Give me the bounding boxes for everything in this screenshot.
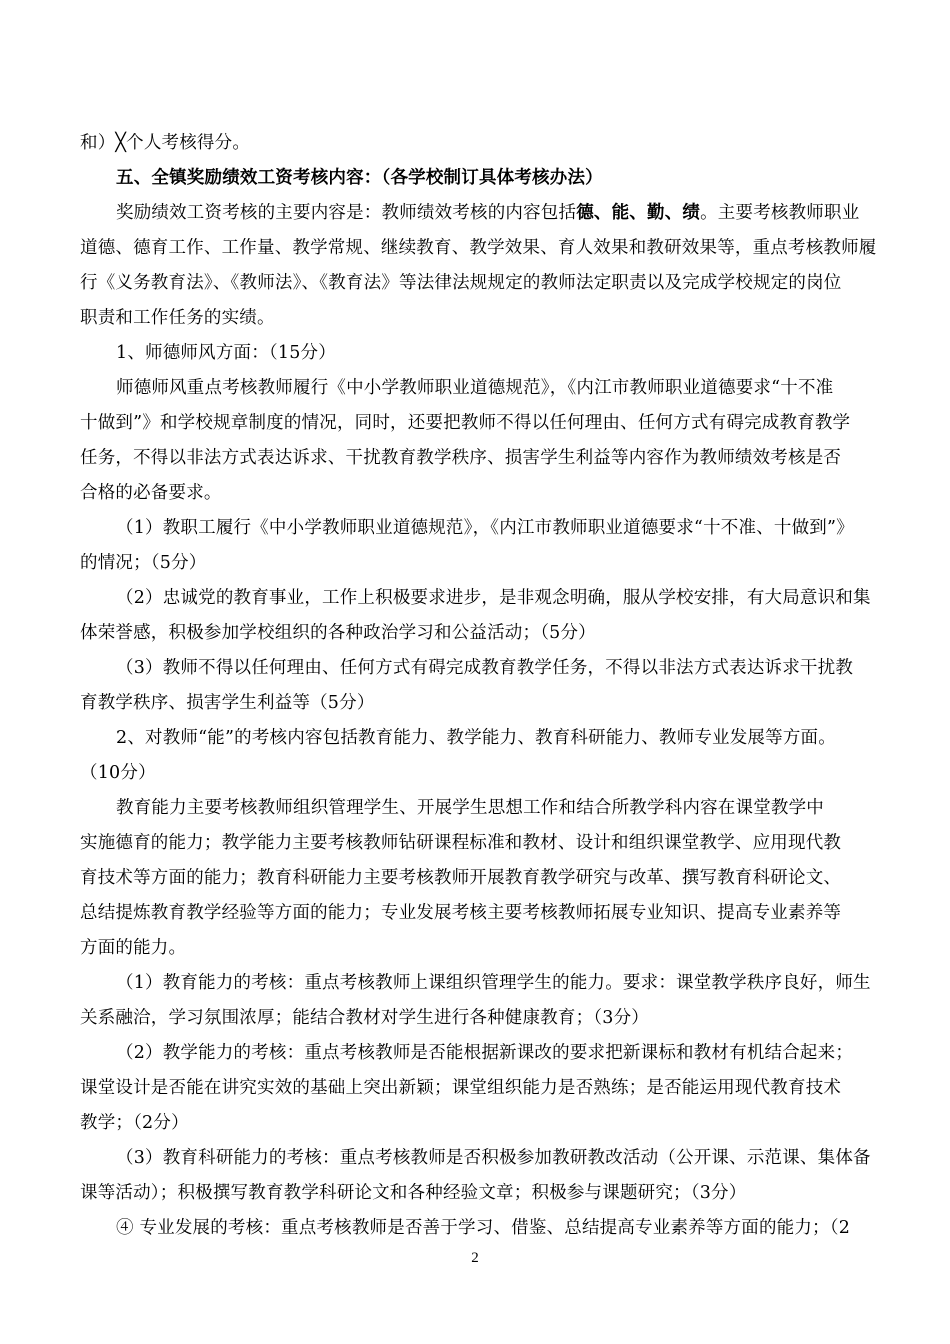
page-number: 2 <box>471 1250 479 1266</box>
text-line: 道德、德育工作、工作量、教学常规、继续教育、教学效果、育人效果和教研效果等，重点考核教师履 <box>80 238 877 258</box>
text-line: 的情况；（5分） <box>80 553 207 573</box>
text-line: 十做到”》和学校规章制度的情况，同时，还要把教师不得以任何理由、任何方式有碍完成教育教学 <box>80 413 851 433</box>
text-line: （1）教育能力的考核：重点考核教师上课组织管理学生的能力。要求：课堂教学秩序良好，师生 <box>116 973 871 993</box>
text-line: 职责和工作任务的实绩。 <box>80 308 275 328</box>
subsection-heading: 1、师德师风方面：（15分） <box>116 343 336 363</box>
text-line: 师德师风重点考核教师履行《中小学教师职业道德规范》，《内江市教师职业道德要求“十不准 <box>116 378 834 398</box>
text-line: 育技术等方面的能力；教育科研能力主要考核教师开展教育教学研究与改革、撰写教育科研论文、 <box>80 868 842 888</box>
text-line: （2）教学能力的考核：重点考核教师是否能根据新课改的要求把新课标和教材有机结合起来； <box>116 1043 854 1063</box>
text-line: 行《义务教育法》、《教师法》、《教育法》等法律法规规定的教师法定职责以及完成学校规定的岗位 <box>80 273 842 293</box>
text-line: 合格的必备要求。 <box>80 483 222 503</box>
text-line: 方面的能力。 <box>80 938 187 958</box>
text-line: 体荣誉感，积极参加学校组织的各种政治学习和公益活动；（5分） <box>80 623 596 643</box>
text-line: 课堂设计是否能在讲究实效的基础上突出新颖；课堂组织能力是否熟练；是否能运用现代教育技术 <box>80 1078 842 1098</box>
text-line: 教育能力主要考核教师组织管理学生、开展学生思想工作和结合所教学科内容在课堂教学中 <box>116 798 824 818</box>
text-line: （3）教育科研能力的考核：重点考核教师是否积极参加教研教改活动（公开课、示范课、集体备 <box>116 1148 871 1168</box>
text-line: 关系融洽，学习氛围浓厚；能结合教材对学生进行各种健康教育；（3分） <box>80 1008 649 1028</box>
section-heading: 五、全镇奖励绩效工资考核内容：（各学校制订具体考核办法） <box>116 168 603 188</box>
subsection-heading: 2、对教师“能”的考核内容包括教育能力、教学能力、教育科研能力、教师专业发展等方面。 <box>116 728 836 748</box>
text-line: 和）╳个人考核得分。 <box>80 133 251 153</box>
text-line: 育教学秩序、损害学生利益等（5分） <box>80 693 375 713</box>
emphasis-keywords: 德、能、勤、绩 <box>576 203 701 223</box>
text-line: （2）忠诚党的教育事业，工作上积极要求进步，是非观念明确，服从学校安排，有大局意识和集 <box>116 588 871 608</box>
text-line: （3）教师不得以任何理由、任何方式有碍完成教育教学任务，不得以非法方式表达诉求干扰教 <box>116 658 854 678</box>
text-line: （10分） <box>80 763 156 783</box>
text-line: ④ 专业发展的考核：重点考核教师是否善于学习、借鉴、总结提高专业素养等方面的能力；（2 <box>116 1218 851 1238</box>
text-line: （1）教职工履行《中小学教师职业道德规范》，《内江市教师职业道德要求“十不准、十做到”》 <box>116 518 854 538</box>
text-line: 总结提炼教育教学经验等方面的能力；专业发展考核主要考核教师拓展专业知识、提高专业素养等 <box>80 903 842 923</box>
text-line: 教学；（2分） <box>80 1113 189 1133</box>
text-line: 课等活动）；积极撰写教育教学科研论文和各种经验文章；积极参与课题研究；（3分） <box>80 1183 747 1203</box>
text-line: 任务，不得以非法方式表达诉求、干扰教育教学秩序、损害学生利益等内容作为教师绩效考核是否 <box>80 448 842 468</box>
text-line: 奖励绩效工资考核的主要内容是：教师绩效考核的内容包括德、能、勤、绩。主要考核教师职业 <box>116 203 860 223</box>
text-line: 实施德育的能力；教学能力主要考核教师钻研课程标准和教材、设计和组织课堂教学、应用现代教 <box>80 833 842 853</box>
